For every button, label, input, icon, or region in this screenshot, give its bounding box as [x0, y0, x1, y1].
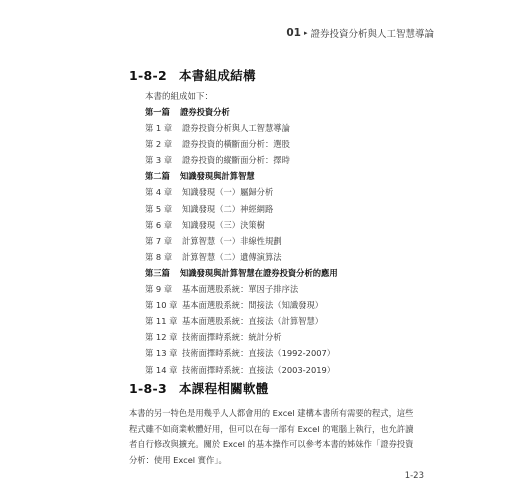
- toc-label: 第 13 章: [145, 348, 178, 359]
- toc-chapter-row: [145, 249, 445, 265]
- running-header: [286, 26, 434, 40]
- toc-label: 第 3 章: [145, 155, 173, 166]
- chapter-number: 01: [286, 27, 301, 39]
- toc-title: 證券投資的縱斷面分析：擇時: [182, 155, 290, 166]
- toc-chapter-row: [145, 362, 445, 378]
- toc-label: 第 10 章: [145, 300, 178, 311]
- toc-part-row: [145, 168, 445, 184]
- section-heading-1-8-2: [129, 66, 256, 84]
- toc-chapter-row: [145, 281, 445, 297]
- toc-label: 第 1 章: [145, 123, 173, 134]
- chapter-arrow-icon: ▸: [303, 29, 308, 37]
- toc-title: 知識發現（三）決策樹: [182, 219, 265, 230]
- toc-title: 技術面擇時系統：統計分析: [182, 332, 282, 343]
- toc-part-row: [145, 265, 445, 281]
- page-number: 1-23: [404, 471, 424, 481]
- toc-title: 證券投資分析與人工智慧導論: [182, 123, 290, 134]
- toc-title: 知識發現（一）屬歸分析: [182, 187, 274, 198]
- intro-text: 本書的組成如下：: [145, 92, 214, 102]
- toc-chapter-row: [145, 313, 445, 329]
- toc-title: 計算智慧（二）遺傳演算法: [182, 251, 282, 262]
- toc-title: 基本面選股系統：間接法（知識發現）: [182, 300, 324, 311]
- toc-chapter-row: [145, 297, 445, 313]
- toc-chapter-row: [145, 233, 445, 249]
- toc-chapter-row: [145, 201, 445, 217]
- section-number: 1-8-2: [129, 68, 167, 83]
- paragraph-text: 本書的另一特色是用幾乎人人都會用的 Excel 建構本書所有需要的程式，這些程式雖不如商業軟體好用，但可以在每一部有 Excel 的電腦上執行，也允許讀者自行修改與擴充。關於 Excel 的基本操作可以參考本書的姊妹作「證券投資分析：使用 Excel 實作」。: [129, 408, 414, 465]
- toc-title: 技術面擇時系統：直接法（1992-2007）: [182, 348, 336, 359]
- section-number: 1-8-3: [129, 381, 167, 396]
- toc-label: 第 11 章: [145, 316, 178, 327]
- toc-label: 第二篇: [145, 171, 170, 182]
- toc-chapter-row: [145, 136, 445, 152]
- toc-title: 技術面擇時系統：直接法（2003-2019）: [182, 364, 336, 375]
- body-paragraph: [129, 406, 419, 468]
- toc-part-row: [145, 104, 445, 120]
- toc-label: 第 6 章: [145, 219, 173, 230]
- toc-label: 第 7 章: [145, 235, 173, 246]
- section-heading-1-8-3: [129, 379, 269, 397]
- toc-label: 第 8 章: [145, 251, 173, 262]
- toc-label: 第 9 章: [145, 284, 173, 295]
- toc-title: 計算智慧（一）非線性規劃: [182, 235, 282, 246]
- toc-title: 基本面選股系統：單因子排序法: [182, 284, 299, 295]
- toc-chapter-row: [145, 120, 445, 136]
- toc-chapter-row: [145, 184, 445, 200]
- toc-title: 知識發現（二）神經網路: [182, 203, 274, 214]
- toc-label: 第 4 章: [145, 187, 173, 198]
- toc-title: 基本面選股系統：直接法（計算智慧）: [182, 316, 324, 327]
- toc-label: 第 14 章: [145, 364, 178, 375]
- toc-chapter-row: [145, 345, 445, 361]
- toc-label: 第 2 章: [145, 139, 173, 150]
- chapter-title: 證券投資分析與人工智慧導論: [310, 29, 434, 40]
- toc-chapter-row: [145, 152, 445, 168]
- toc-chapter-row: [145, 217, 445, 233]
- toc-label: 第 12 章: [145, 332, 178, 343]
- toc-label: 第 5 章: [145, 203, 173, 214]
- toc-title: 證券投資分析: [180, 107, 230, 117]
- toc-title: 知識發現與計算智慧在證券投資分析的應用: [180, 267, 338, 278]
- toc-label: 第一篇: [145, 107, 170, 117]
- toc-title: 知識發現與計算智慧: [180, 171, 255, 182]
- section-title: 本書組成結構: [178, 68, 256, 83]
- toc-label: 第三篇: [145, 267, 170, 278]
- toc-title: 證券投資的橫斷面分析：選股: [182, 139, 290, 150]
- table-of-contents: [145, 104, 445, 378]
- section-title: 本課程相關軟體: [178, 381, 269, 396]
- toc-chapter-row: [145, 329, 445, 345]
